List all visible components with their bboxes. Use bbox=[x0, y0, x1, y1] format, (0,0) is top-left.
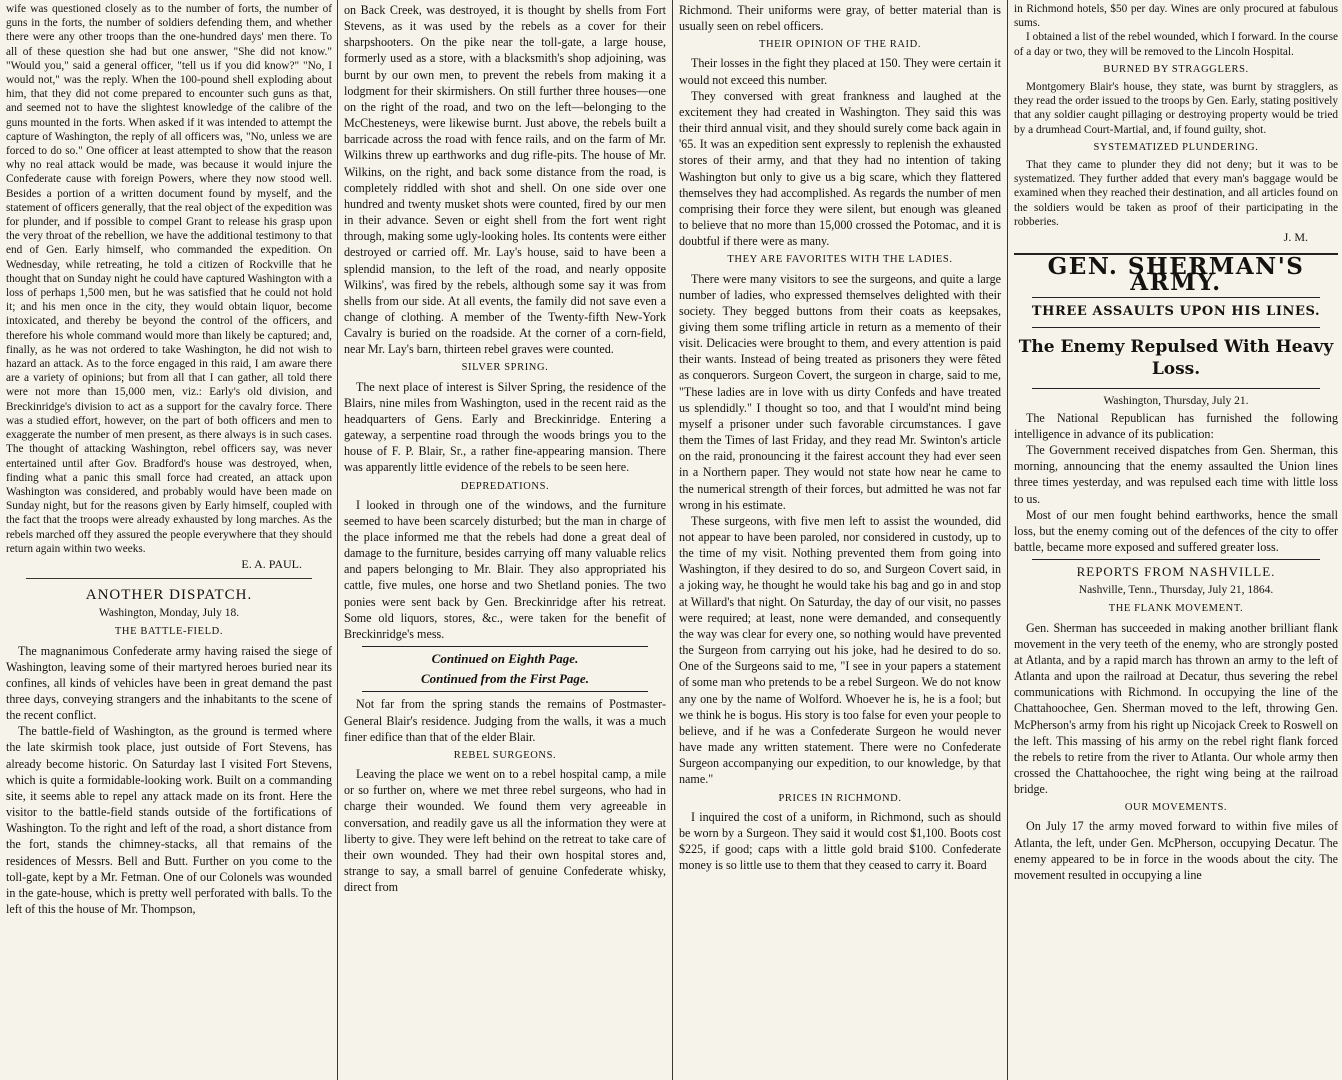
article-paragraph: wife was questioned closely as to the number of forts, the number of guns in the forts, the number of soldiers defending them, and whether there were any other troops than the one-hundred days' men there. To all of these question she had but one answer, "She did not know." "Would you," said a general officer, "tell us if you did know?" "No, I would not," was the reply. When the 100-pound shell exploding about him, that they did not come prepared to encounter such guns as that, and seemed not to have the slightest knowledge of the calibre of the guns mounted in the forts. When asked if it was intended to attempt the capture of Washington, the reply of all officers was, "No, unless we are forced to do so." One officer at least attempted to show that the reason why no real attack would be made, was because it would injure the Confederate cause with foreign Powers, where they now stood well. Besides a portion of a written document found by myself, and the statement of officers generally, that the real object of the expedition was for plunder, and if possible to compel Grant to release his grasp upon the very throat of the rebellion, we have the additional testimony to that end of Gen. Early himself, who commanded the expedition. On Wednesday, while retreating, he told a citizen of Rockville that he thought that on Sunday night he could have captured Washington with a loss of perhaps 1,500 men, but he was satisfied that he could not hold it; and his men once in the city, they would obtain liquor, become intoxicated, and thereby be beyond the control of the officers, and therefore his whole command would more than likely be captured; and, finally, as he was not ordered to take Washington, he did not wish to hazard an attack. As to the force engaged in this raid, I am aware there are a variety of opinions; but from all that I can gather, all told there were not more than 15,000 men, viz.: Early's old division, and Breckinridge's division to act as a support for the cavalry force. There was a studied effort, however, on the part of both officers and men to exaggerate the number of men present, as there always is in such cases. The thought of attacking Washington, rebel officers say, was never entertained until after Gov. Bradford's house was destroyed, when, finding what a panic this small force had created, an attack upon Washington was considered, and probably would have been made on Sunday night, but for the reasons given by Early himself, coupled with the fact that the troops were already exhausted by long marches. As the rebels marched off they assured the people everywhere that they should return again within two weeks. bbox=[6, 3, 332, 555]
article-paragraph: Leaving the place we went on to a rebel hospital camp, a mile or so further on, where we met three rebel surgeons, who had in charge their wounded. We found them very agreeable in conversation, and readily gave us all the information they were at liberty to give. They were left behind on the retreat to take care of their own wounded. They had their own hospital stores and, strange to say, a small barrel of genuine Confederate whisky, direct from bbox=[344, 767, 666, 895]
section-subhead: REBEL SURGEONS. bbox=[453, 749, 557, 761]
section-subhead: SYSTEMATIZED PLUNDERING. bbox=[1093, 141, 1259, 153]
article-paragraph: on Back Creek, was destroyed, it is thought by shells from Fort Stevens, as it was used by the rebels as a cover for their sharpshooters. On the pike near the toll-gate, a large house, formerly used as a store, with a blacksmith's shop adjoining, was burnt by our own men, to prevent the rebels from making it a lodgment for their skirmishers. On still further three houses—one on the right of the road, and two on the left—belonging to the McChesteneys, were likewise burnt. Just above, the rebels built a barricade across the road with fence rails, and on the farm of Mr. Wilkins threw up earthworks and dug rifle-pits. The house of Mr. Wilkins, on the right, and back some distance from the road, is completely riddled with shot and shell. On one side over one hundred and twenty musket shots were counted, fired by our men in their advance. Seven or eight shell from the fort went right through, making some ugly-looking holes. Its contents were either destroyed or carried off. Mr. Lay's house, said to have been a splendid mansion, to the left of the road, and nearly opposite Wilkins', was fired by the rebels, although some say it was from shells from our side. At all events, the family did not save even a change of clothing. A member of the Twenty-fifth New-York Cavalry is buried on the roadside. At the corner of a corn-field, near Mr. Lay's barn, thirteen rebel graves were counted. bbox=[344, 3, 666, 357]
section-subhead: THEY ARE FAVORITES WITH THE LADIES. bbox=[727, 254, 953, 266]
article-paragraph: These surgeons, with five men left to assist the wounded, did not appear to have been paroled, nor considered in custody, up to the time of my visit. Nothing prevented them from going into Washington, if they desired to do so, and Surgeon Covert said, in a joking way, he thought he would take his bag and go in and stop at Willard's that night. On Saturday, the day of our visit, no passes were required; at least, none were demanded, and consequently the way was clear for every one, so nothing would have prevented the Surgeon from carrying out his joke, had he desired to do so. One of the Surgeons said to me, "I see in your papers a statement of some man who pretends to be a rebel Surgeon. We do not know any one by the name of Wolford. Whoever he is, he is a fool; but we think he is bogus. His story is too false for even your people to believe, and if he was a Confederate Surgeon he would never have made any written statement. There were no Confederate Surgeon accompanying our expedition, to our knowledge, by that name." bbox=[679, 513, 1001, 787]
byline-initials: J. M. bbox=[1283, 229, 1308, 244]
continued-notice: Continued from the First Page. bbox=[421, 671, 589, 687]
section-subhead: BURNED BY STRAGGLERS. bbox=[1103, 63, 1249, 75]
section-subhead: DEPREDATIONS. bbox=[460, 480, 550, 492]
article-paragraph: I obtained a list of the rebel wounded, which I forward. In the course of a day or two, they will be removed to the Lincoln Hospital. bbox=[1014, 31, 1338, 58]
article-paragraph: Richmond. Their uniforms were gray, of better material than is usually seen on rebel officers. bbox=[679, 3, 1001, 34]
article-paragraph: The magnanimous Confederate army having raised the siege of Washington, leaving some of their martyred heroes buried near its confines, all kinds of vehicles have been in great demand the past three days, conveying strangers and the inhabitants to the scene of the recent conflict. bbox=[6, 643, 332, 723]
dateline: Washington, Thursday, July 21. bbox=[1103, 394, 1249, 407]
article-paragraph: I looked in through one of the windows, and the furniture seemed to have been scarcely disturbed; but the man in charge of the place informed me that the rebels had done a great deal of damage to the furniture, besides carrying off many valuable relics and papers belonging to Mr. Blair. They also appropriated his cattle, five mules, one horse and two Shetland ponies. The two ponies were sent back by Gen. Breckinridge after his retreat. Some old liquors, stores, &c., were taken for the benefit of Breckinridge's mess. bbox=[344, 497, 666, 641]
column-1 bbox=[2, 0, 336, 1080]
article-paragraph: The Government received dispatches from Gen. Sherman, this morning, announcing that the enemy assaulted the Union lines three times yesterday, and was repulsed each time with little loss to us. bbox=[1014, 443, 1338, 506]
article-paragraph: The battle-field of Washington, as the ground is termed where the late skirmish took place, just outside of Fort Stevens, has already become historic. On Saturday last I visited Fort Stevens, which is quite a formidable-looking work. Built on a commanding site, it seems able to repel any attack made on its front. Here the visitor to the battle-field stands outside of the fortifications of Washington. To the right and left of the road, a short distance from the fort, stands the chimney-stacks, all that remains of the residences of Messrs. Bell and Butt. Further on you come to the toll-gate, kept by a Mr. Fetman. One of our Colonels was wounded in the gate-house, which is pretty well perforated with balls. To the left of this the house of Mr. Thompson, bbox=[6, 724, 332, 917]
divider bbox=[362, 646, 648, 647]
column-rule bbox=[337, 0, 338, 1080]
article-paragraph: That they came to plunder they did not deny; but it was to be systematized. They further added that every man's baggage would be examined when they reached their destination, and all articles found on the soldiers would be taken as proof of their participating in the robberies. bbox=[1014, 158, 1338, 228]
column-rule bbox=[672, 0, 673, 1080]
article-heading: REPORTS FROM NASHVILLE. bbox=[1076, 564, 1276, 580]
article-paragraph: On July 17 the army moved forward to within five miles of Atlanta, the left, under Gen. McPherson, occupying Decatur. The enemy appeared to be in force in the woods about the city. The movement resulted in occupying a line bbox=[1014, 819, 1338, 882]
article-heading: ANOTHER DISPATCH. bbox=[85, 587, 253, 604]
divider bbox=[1032, 388, 1320, 389]
divider bbox=[1032, 559, 1320, 560]
article-paragraph: The National Republican has furnished the following intelligence in advance of its publication: bbox=[1014, 410, 1338, 441]
article-paragraph: There were many visitors to see the surgeons, and quite a large number of ladies, who expressed themselves delighted with their society. They begged buttons from their coats as keepsakes, giving them some trifling article in return as a memento of their visit. Delicacies were brought to them, and every attention is paid their wants. Instead of being treated as prisoners they were fêted as conquerors. Surgeon Covert, the surgeon in charge, said to me, "These ladies are in love with us dirty Confeds and have treated us splendidly." I thought so too, and that I would'nt mind being myself a prisoner under such favorable circumstances. I gave them the Times of last Friday, and they read Mr. Swinton's article on the raid, pronouncing it the fairest account they had ever seen in a Northern paper. They would not state how near he came to the numerical strength of their forces, but admitted he was not far wrong in his estimate. bbox=[679, 271, 1001, 512]
continued-notice: Continued on Eighth Page. bbox=[431, 651, 579, 667]
article-paragraph: The next place of interest is Silver Spring, the residence of the Blairs, nine miles from Washington, used in the recent raid as the headquarters of Gens. Early and Breckinridge. Entering a gateway, a serpentine road through the woods brings you to the house of F. P. Blair, Sr., a rather fine-appearing mansion. There was apparently little evidence of the rebels to be seen here. bbox=[344, 379, 666, 475]
article-paragraph: Gen. Sherman has succeeded in making another brilliant flank movement in the very teeth of the enemy, who are strongly posted at Atlanta, and by a rapid march has thrown an army to the left of Atlanta and upon the railroad at Decatur, thus severing the rebel communications with Richmond. In occupying the line of the Chattahoochee, Gen. Sherman moved to the left, throwing Gen. McPherson's army from his right up Nicojack Creek to Roswell on the left. This massing of his army on the rebel right flank forced the rebels to retire from the river to Atlanta. Our whole army then crossed the Chattahoochee, the right wing being at the railroad bridge. bbox=[1014, 620, 1338, 797]
article-paragraph: in Richmond hotels, $50 per day. Wines are only procured at fabulous sums. bbox=[1014, 3, 1338, 30]
article-paragraph: I inquired the cost of a uniform, in Richmond, such as should be worn by a Surgeon. They said it would cost $1,100. Boots cost $225, if good; caps with a little gold braid $100. Confederate money is so little use to them that they ceased to carry it. Board bbox=[679, 809, 1001, 873]
article-paragraph: Not far from the spring stands the remains of Postmaster-General Blair's residence. Judging from the walls, it was a much finer edifice than that of the elder Blair. bbox=[344, 697, 666, 744]
article-paragraph: Most of our men fought behind earthworks, hence the small loss, but the enemy coming out of the defences of the city to offer battle, became more exposed and suffered greater loss. bbox=[1014, 507, 1338, 554]
article-paragraph: Their losses in the fight they placed at 150. They were certain it would not exceed this number. bbox=[679, 56, 1001, 87]
section-subhead: PRICES IN RICHMOND. bbox=[778, 792, 902, 804]
column-rule bbox=[1007, 0, 1008, 1080]
headline-deck: THREE ASSAULTS UPON HIS LINES. bbox=[1031, 304, 1321, 320]
dateline: Washington, Monday, July 18. bbox=[98, 607, 240, 620]
divider bbox=[1032, 327, 1320, 328]
headline-banner: GEN. SHERMAN'S ARMY. bbox=[1047, 253, 1305, 297]
divider bbox=[362, 691, 648, 692]
column-4 bbox=[1010, 0, 1342, 1080]
section-subhead: SILVER SPRING. bbox=[461, 362, 549, 374]
section-subhead: OUR MOVEMENTS. bbox=[1124, 802, 1228, 814]
article-paragraph: They conversed with great frankness and laughed at the excitement they had created in Washington. They said this was their third annual visit, and they should surely come back again in '65. It was an expedition sent expressly to replenish the exhausted stores of their army, and that they had no intention of taking Washington but only to give us a big scare, which they flattered themselves they had accomplished. As regards the number of men comprising their force they were silent, but enough was gleaned to believe that no more than 15,000 crossed the Potomac, and it is doubtful if there were as many. bbox=[679, 88, 1001, 249]
column-2 bbox=[340, 0, 670, 1080]
headline-deck: The Enemy Repulsed With Heavy Loss. bbox=[1018, 336, 1334, 379]
dateline: Nashville, Tenn., Thursday, July 21, 1864. bbox=[1078, 584, 1274, 597]
column-3 bbox=[675, 0, 1005, 1080]
section-subhead: THE FLANK MOVEMENT. bbox=[1108, 603, 1244, 615]
byline-signature: E. A. PAUL. bbox=[241, 556, 302, 571]
section-subhead: THEIR OPINION OF THE RAID. bbox=[758, 39, 922, 51]
section-subhead: THE BATTLE-FIELD. bbox=[114, 626, 224, 638]
divider bbox=[26, 578, 312, 579]
article-paragraph: Montgomery Blair's house, they state, was burnt by stragglers, as they read the order issued to the troops by Gen. Early, stating positively that any soldier caught pillaging or destroying property would be tried by a drumhead Court-Martial, and, if found guilty, shot. bbox=[1014, 80, 1338, 136]
divider bbox=[1032, 297, 1320, 298]
